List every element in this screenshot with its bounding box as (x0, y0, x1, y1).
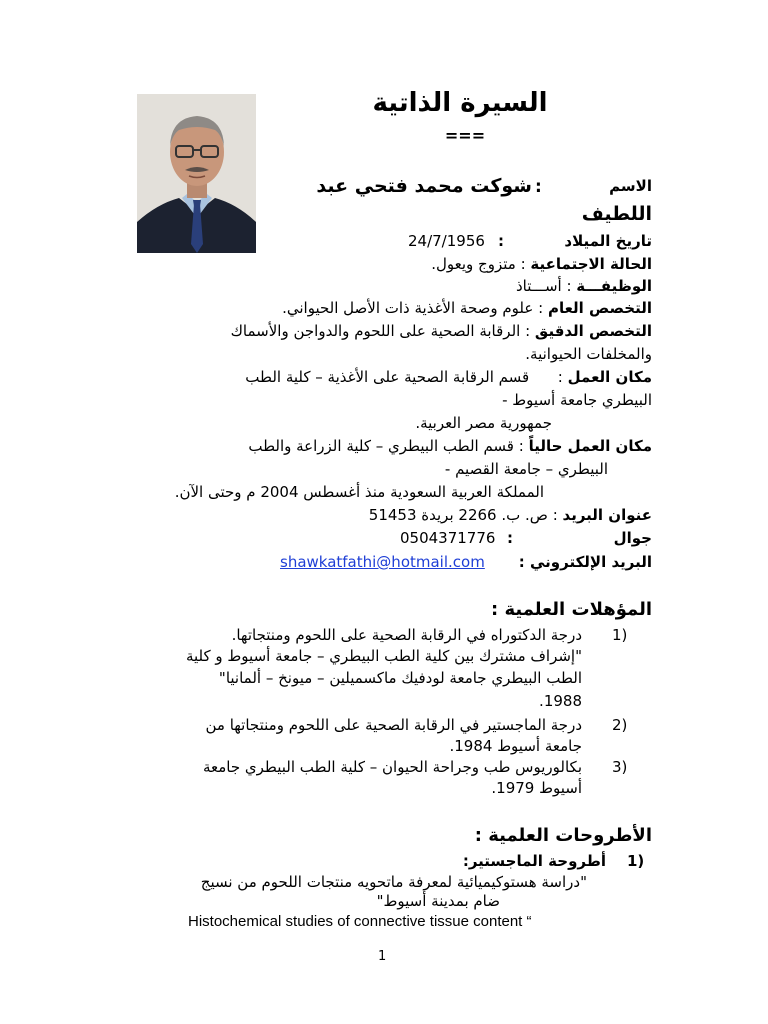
name-value: شوكت محمد فتحي عبد (316, 175, 532, 197)
qualification-line: جامعة أسيوط 1984. (449, 737, 582, 755)
job-label: الوظيفـــة (576, 277, 652, 295)
theses-heading: الأطروحات العلمية : (474, 825, 652, 846)
thesis-number: 1) (627, 852, 645, 870)
work-row (100, 368, 652, 386)
job-row (420, 277, 652, 295)
postal-value: : ص. ب. 2266 بريدة 51453 (368, 506, 558, 524)
email-label: البريد الإلكتروني : (518, 553, 652, 571)
qualifications-heading: المؤهلات العلمية : (490, 599, 652, 620)
qualification-line: أسيوط 1979. (491, 779, 582, 797)
specific-spec-label: التخصص الدقيق (534, 322, 652, 340)
qualification-line: "إشراف مشترك بين كلية الطب البيطري – جامعة أسيوط و كلية (185, 647, 582, 665)
specific-spec-value: : الرقابة الصحية على اللحوم والدواجن والأسماك (230, 322, 531, 340)
thesis-title: أطروحة الماجستير: (462, 852, 606, 870)
dob-label: تاريخ الميلاد (564, 232, 652, 250)
job-value: : أســـتاذ (515, 277, 572, 295)
name-colon: : (535, 177, 542, 197)
work-value: : قسم الرقابة الصحية على الأغذية – كلية الطب (245, 368, 563, 386)
thesis-line: ضام بمدينة أسيوط" (376, 892, 500, 910)
profile-photo (137, 94, 256, 253)
mobile-label: جوال (613, 529, 652, 547)
work-label: مكان العمل (567, 368, 652, 386)
current-work-value-cont-2: المملكة العربية السعودية منذ أغسطس 2004 م وحتى الآن. (174, 483, 544, 501)
name-value-cont: اللطيف (581, 203, 652, 225)
postal-row (290, 506, 652, 524)
current-work-value: : قسم الطب البيطري – كلية الزراعة والطب (248, 437, 524, 455)
marital-label: الحالة الاجتماعية (530, 255, 652, 273)
qualification-line: 1988. (539, 692, 582, 710)
dob-colon: : (498, 232, 504, 250)
portrait-image (137, 94, 256, 253)
work-value-cont-2: جمهورية مصر العربية. (415, 414, 552, 432)
mobile-value: 0504371776 (400, 529, 496, 547)
qualification-line: درجة الدكتوراه في الرقابة الصحية على اللحوم ومنتجاتها. (231, 626, 582, 644)
general-spec-label: التخصص العام (547, 299, 652, 317)
specific-spec-value-cont: والمخلفات الحيوانية. (525, 345, 652, 363)
mobile-colon: : (507, 529, 513, 547)
thesis-english-line: Histochemical studies of connective tissue content “ (188, 913, 532, 930)
qualification-line: درجة الماجستير في الرقابة الصحية على اللحوم ومنتجاتها من (205, 716, 582, 734)
qualification-line: بكالوريوس طب وجراحة الحيوان – كلية الطب البيطري جامعة (202, 758, 582, 776)
qualification-number: 1) (612, 626, 628, 644)
dob-value: 24/7/1956 (408, 232, 485, 250)
work-value-cont-1: البيطري جامعة أسيوط - (502, 391, 652, 409)
marital-row (380, 255, 652, 273)
thesis-line: "دراسة هستوكيميائية لمعرفة ماتحويه منتجات اللحوم من نسيج (200, 873, 587, 891)
current-work-row (100, 437, 652, 455)
postal-label: عنوان البريد (562, 506, 652, 524)
general-spec-value: : علوم وصحة الأغذية ذات الأصل الحيواني. (282, 299, 544, 317)
title-separator: === (444, 126, 486, 145)
qualification-line: الطب البيطري جامعة لودفيك ماكسميلين – ميونخ – ألمانيا" (218, 669, 582, 687)
page-number: 1 (378, 949, 387, 964)
qualification-number: 3) (612, 758, 628, 776)
email-link[interactable]: shawkatfathi@hotmail.com (280, 553, 485, 571)
general-spec-row (200, 299, 652, 317)
specific-spec-row (100, 322, 652, 340)
page-title: السيرة الذاتية (372, 88, 548, 118)
marital-value: : متزوج ويعول. (431, 255, 526, 273)
current-work-label: مكان العمل حالياً (528, 437, 652, 455)
current-work-value-cont-1: البيطري – جامعة القصيم - (444, 460, 608, 478)
name-label: الاسم (609, 177, 652, 195)
qualification-number: 2) (612, 716, 628, 734)
